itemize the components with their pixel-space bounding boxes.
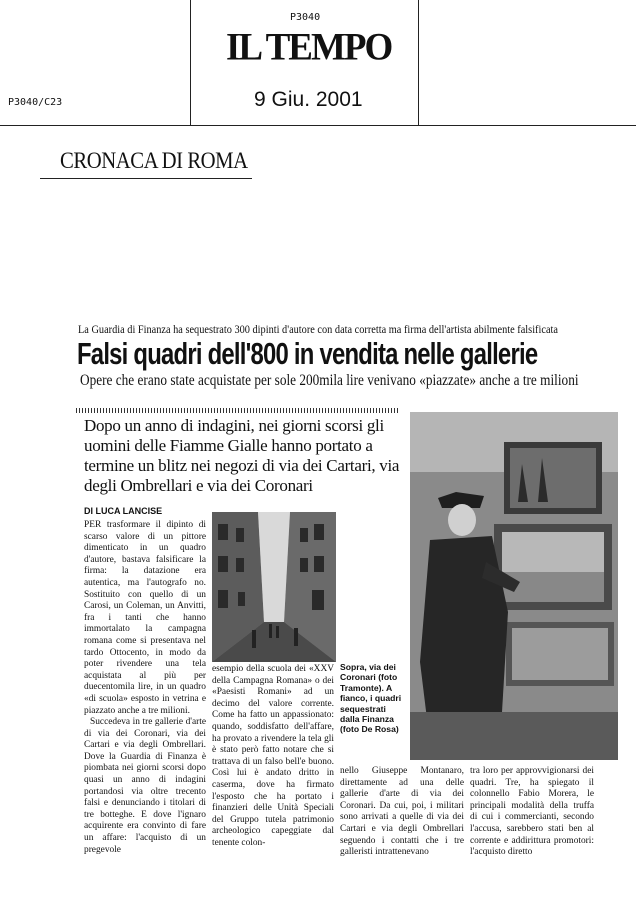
headline: Falsi quadri dell'800 in vendita nelle gallerie <box>77 336 538 371</box>
section-rule <box>40 178 252 179</box>
article-column-2: esempio della scuola dei «XXV della Campagna Romana» o dei «Paesisti Romani» ad un decimo del valore corrente. Come ha fatto un appassionato: quando, soddisfatto dell'affare, ha provato a rivendere la tela gli è stato però fatto notare che si trattava di un falso bell'e buono. Così lui è andato dritto in caserma, dove ha firmato l'esposto che ha portato i finanzieri delle Unità Speciali del Gruppo tutela patrimonio archeologico capeggiate dal tenente colon- <box>212 664 334 848</box>
guard-paintings-drawing <box>410 412 618 760</box>
header-rule-right <box>418 0 419 125</box>
lead: Dopo un anno di indagini, nei giorni scorsi gli uomini delle Fiamme Gialle hanno portato a termine un blitz nei negozi di via dei Cartari, via degli Ombrellari e via dei Coronari <box>84 416 400 495</box>
street-photo-drawing <box>212 512 336 662</box>
photo-caption: Sopra, via dei Coronari (foto Tramonte). A fianco, i quadri sequestrati dalla Finanza (foto De Rosa) <box>340 662 402 735</box>
subhead: Opere che erano state acquistate per sole 200mila lire venivano «piazzate» anche a tre milioni <box>80 372 579 389</box>
article-column-4: tra loro per approvvigionarsi dei quadri. Tre, ha spiegato il colonnello Fabio Morera, le principali modalità della truffa di cui i commercianti, secondo l'accusa, sarebbero stati ben al corrente e addirittura promotori: l'acquisto diretto <box>470 766 594 858</box>
street-photo <box>212 512 336 662</box>
section-title: CRONACA DI ROMA <box>60 148 248 173</box>
guard-paintings-photo <box>410 412 618 760</box>
code-top: P3040 <box>290 12 321 23</box>
dotted-band <box>76 408 400 413</box>
article-column-3: nello Giuseppe Montanaro, direttamente ad una delle gallerie d'arte di via dei Coronari. Da cui, poi, i militari sono arrivati a quelle di via dei Cartari e via degli Ombrellari seguendo i contatti che i tre galleristi intrattenevano <box>340 766 464 858</box>
byline: DI LUCA LANCISE <box>84 506 163 516</box>
column-1-paragraph-1: PER trasformare il dipinto di scarso valore di un pittore dimenticato in un quadro d'autore, bastava falsificare la firma: la datazione era autentica, ma l'autografo no. Sostituito con quello di un Carosi, un Coleman, un Anvitti, fra i tanti che hanno immortalato la campagna romana come si presentava nel tardo Ottocento, in modo da poter rivendere una tela acquistata al più per duecentomila lire, in un quadro «di scuola» esposto in vetrina e piazzato anche a tre milioni. <box>84 520 206 716</box>
header-rule-left <box>190 0 191 125</box>
issue-date: 9 Giu. 2001 <box>254 88 363 111</box>
code-left: P3040/C23 <box>8 97 63 108</box>
header-rule-bottom <box>0 125 636 126</box>
newspaper-title: IL TEMPO <box>226 25 392 70</box>
article-column-1 <box>84 520 206 890</box>
kicker: La Guardia di Finanza ha sequestrato 300 dipinti d'autore con data corretta ma firma dell'artista abilmente falsificata <box>78 322 558 336</box>
column-1-paragraph-2: Succedeva in tre gallerie d'arte di via dei Coronari, via dei Cartari e via degli Ombrellari. Dove la Guardia di Finanza è piombata nei giorni scorsi dopo quasi un anno di indagini portandosi via oltre trecento falsi e denunciando i titolari di tre botteghe. E dove l'ignaro acquirente era convinto di fare un affare: l'acquisto di un pregevole <box>84 717 206 855</box>
